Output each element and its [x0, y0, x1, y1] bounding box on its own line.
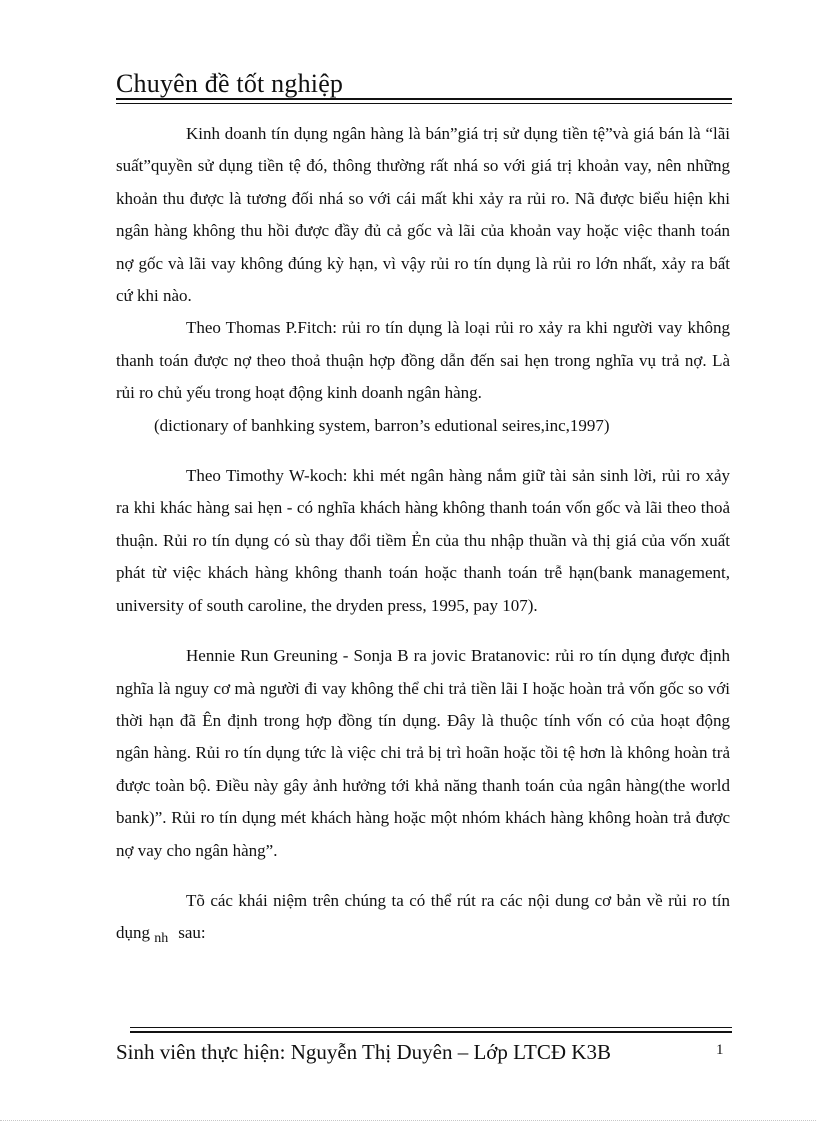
- paragraph-5-fragment: nh: [154, 931, 169, 947]
- paragraph-2: Theo Thomas P.Fitch: rủi ro tín dụng là loại rủi ro xảy ra khi người vay không thanh toán được nợ theo thoả thuận hợp đồng dẫn đến sai hẹn trong nghĩa vụ trả nợ. Là rủi ro chủ yếu trong hoạt động kinh doanh ngân hàng.: [116, 318, 730, 403]
- paragraph-gap: [116, 867, 730, 885]
- page-number: 1: [716, 1042, 724, 1058]
- footer-rule-top: [130, 1027, 732, 1028]
- header-rule-bottom: [116, 103, 732, 104]
- page-edge-divider: [0, 1120, 816, 1121]
- paragraph-5: [116, 885, 730, 952]
- paragraph-5-end: sau:: [178, 923, 206, 943]
- page-header-title: Chuyên đề tốt nghiệp: [116, 69, 344, 98]
- paragraph-3: Theo Timothy W-koch: khi mét ngân hàng nắm giữ tài sản sinh lời, rủi ro xảy ra khi khác hàng sai hẹn - có nghĩa khách hàng không thanh toán vốn gốc và lãi theo thoả thuận. Rủi ro tín dụng có sù thay đổi tiềm Ẻn của thu nhập thuần và thị giá của vốn xuất phát từ việc khách hàng không thanh toán hoặc thanh toán trễ hạn(bank management, university of south caroline, the dryden press, 1995, pay 107).: [116, 466, 730, 615]
- header-rule-top: [116, 98, 732, 100]
- citation-line: (dictionary of banhking system, barron’s edutional seires,inc,1997): [154, 415, 610, 435]
- body-text: [116, 118, 730, 952]
- paragraph-5-text: Tõ các khái niệm trên chúng ta có thể rút ra các nội dung cơ bản về rủi ro tín dụng: [116, 890, 730, 943]
- footer-rule-bottom: [130, 1031, 732, 1033]
- footer-author-line: Sinh viên thực hiện: Nguyễn Thị Duyên – Lớp LTCĐ K3B: [116, 1040, 611, 1064]
- paragraph-1: Kinh doanh tín dụng ngân hàng là bán”giá trị sử dụng tiền tệ”và giá bán là “lãi suất”quyền sử dụng tiền tệ đó, thông thường rất nhá so với giá trị khoản vay, nên những khoản thu được là tương đối nhá so với cái mất khi xảy ra rủi ro. Nã được biểu hiện khi ngân hàng không thu hồi được đầy đủ cả gốc và lãi của khoản vay hoặc việc thanh toán nợ gốc và lãi vay không đúng kỳ hạn, vì vậy rủi ro tín dụng là rủi ro lớn nhất, xảy ra bất cứ khi nào.: [116, 124, 730, 306]
- paragraph-gap: [116, 622, 730, 640]
- paragraph-4: Hennie Run Greuning - Sonja B ra jovic Bratanovic: rủi ro tín dụng được định nghĩa là nguy cơ mà người đi vay không thể chi trả tiền lãi I hoặc hoàn trả vốn gốc so với thời hạn đã Ên định trong hợp đồng tín dụng. Đây là thuộc tính vốn có của hoạt động ngân hàng. Rủi ro tín dụng tức là việc chi trả bị trì hoãn hoặc tồi tệ hơn là không hoàn trả được toàn bộ. Điều này gây ảnh hưởng tới khả năng thanh toán của ngân hàng(the world bank)”. Rủi ro tín dụng mét khách hàng hoặc một nhóm khách hàng không hoàn trả được nợ vay cho ngân hàng”.: [116, 646, 730, 860]
- paragraph-gap: [116, 442, 730, 460]
